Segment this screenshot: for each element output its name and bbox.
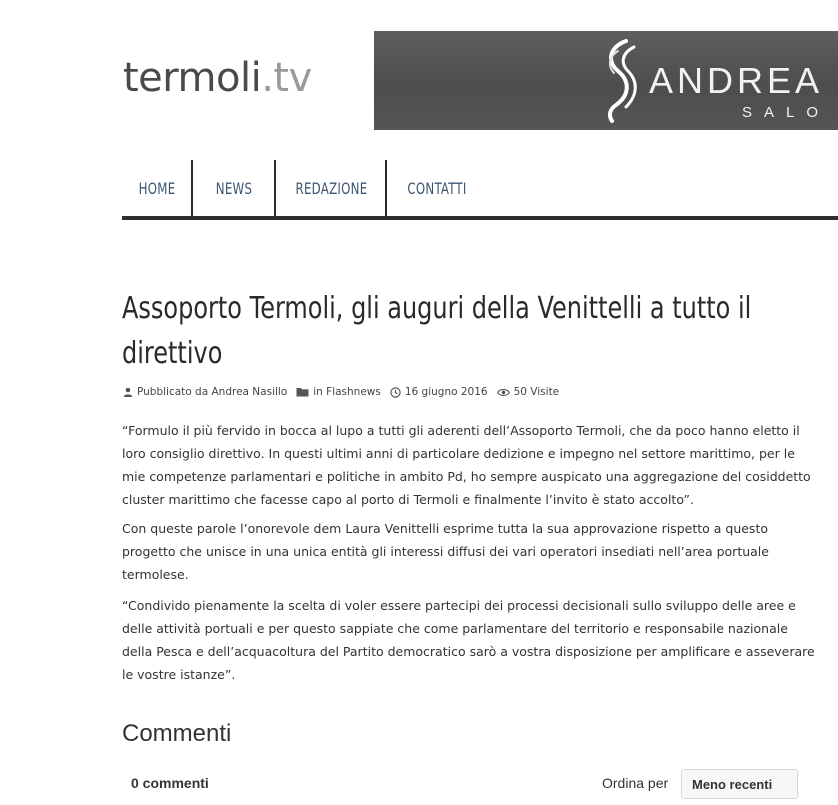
sort-order-select[interactable] — [681, 769, 798, 799]
banner-subtitle: SALO — [742, 104, 831, 121]
main-nav — [122, 160, 838, 216]
article-meta — [123, 386, 568, 398]
nav-bottom-rule — [122, 216, 838, 220]
header-banner-ad[interactable] — [374, 31, 838, 130]
nav-item-news[interactable]: NEWS — [215, 178, 253, 198]
meta-category[interactable] — [296, 386, 381, 398]
eye-icon — [497, 388, 510, 397]
meta-date-text: 16 giugno 2016 — [404, 386, 488, 398]
article-title: Assoporto Termoli, gli auguri della Venittelli a tutto il direttivo — [122, 291, 752, 371]
user-icon — [123, 387, 133, 397]
meta-date — [390, 386, 488, 398]
site-logo[interactable] — [123, 55, 312, 101]
clock-icon — [390, 387, 401, 398]
sort-order-value: Meno recenti — [692, 776, 773, 792]
comments-heading: Commenti — [122, 720, 232, 747]
meta-views — [497, 386, 560, 398]
nav-item-redazione[interactable]: REDAZIONE — [295, 178, 368, 198]
article-paragraph: Con queste parole l’onorevole dem Laura Venittelli esprime tutta la sua approvazione rispetto a questo progetto che unisce in una unica entità gli interessi diffusi dei vari operatori insediati nell’area portuale termolese. — [122, 521, 769, 582]
meta-views-text: 50 Visite — [513, 386, 560, 398]
nav-separator — [274, 160, 276, 218]
stylized-s-swirl-icon — [596, 37, 646, 123]
meta-author-text: Pubblicato da Andrea Nasillo — [137, 386, 288, 398]
sort-label: Ordina per — [602, 775, 669, 791]
meta-category-text: in Flashnews — [313, 386, 381, 398]
folder-icon — [296, 387, 309, 397]
meta-author[interactable] — [123, 386, 287, 398]
article-paragraph: “Condivido pienamente la scelta di voler essere partecipi dei processi decisionali sullo sviluppo delle aree e delle attività portuali e per questo sappiate che come parlamentare del territorio e responsabile nazionale della Pesca e dell’acquacoltura del Partito democratico sarò a vostra disposizione per amplificare e asseverare le vostre istanze”. — [122, 598, 815, 682]
nav-separator — [385, 160, 387, 218]
comments-count: 0 commenti — [131, 775, 209, 791]
logo-ext: .tv — [261, 55, 312, 101]
nav-item-home[interactable]: HOME — [138, 178, 176, 198]
banner-brand: ANDREA — [649, 60, 824, 101]
logo-main: termoli — [123, 55, 262, 101]
article-paragraph: “Formulo il più fervido in bocca al lupo a tutti gli aderenti dell’Assoporto Termoli, che da poco hanno eletto il loro consiglio direttivo. In questi ultimi anni di particolare dedizione e impegno nel settore marittimo, per le mie competenze parlamentari e politiche in ambito Pd, ho sempre auspicato una aggregazione del cosiddetto cluster marittimo che facesse capo al porto di Termoli e finalmente l’invito è stato accolto”. — [122, 423, 811, 507]
nav-item-contatti[interactable]: CONTATTI — [407, 178, 467, 198]
nav-separator — [191, 160, 193, 218]
